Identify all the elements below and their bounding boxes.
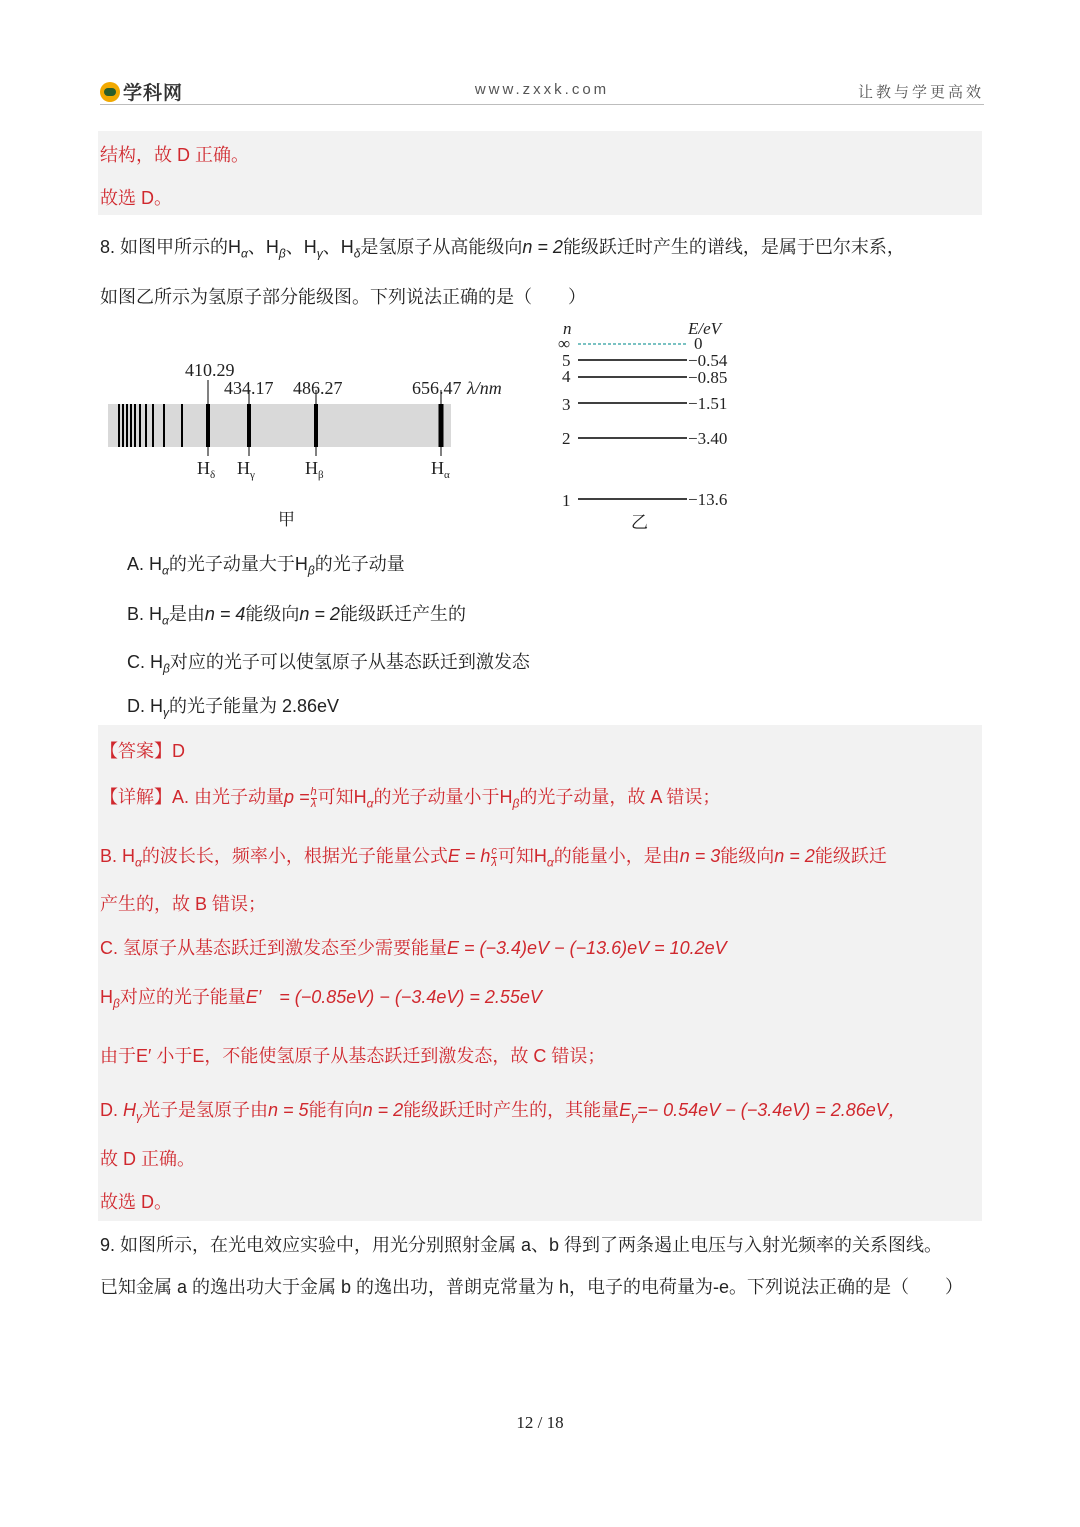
q8-stem-line-2: 如图乙所示为氢原子部分能级图。下列说法正确的是（ ） [100,287,586,307]
spectrum-band [108,404,451,447]
level-e-5: −0.54 [688,351,728,370]
level-e-4: −0.85 [688,368,728,387]
prev-answer-line-2: 故选 D。 [100,188,172,208]
logo-text: 学科网 [123,83,184,104]
detail-d-line-1: D. $H_\gamma$光子是氢原子由n = 5能有向n = 2能级跃迁时产生的，其能量$E_\gamma=- 0.54eV - (-3.4eV) = 2.86eV$， [100,1100,906,1124]
wavelength-434: 434.17 [224,378,274,398]
label-h-delta: $H_\delta$ [197,458,216,481]
detail-c-line-2: $H_\beta$对应的光子能量E′ = (−0.85eV) − (−3.4eV) = 2.55eV [100,987,542,1011]
wavelength-410: 410.29 [185,360,235,380]
level-e-3: −1.51 [688,394,728,413]
option-c[interactable]: C. $H_\beta$对应的光子可以使氢原子从基态跃迁到激发态 [127,652,530,676]
label-h-beta: $H_\beta$ [305,458,324,481]
wavelength-486: 486.27 [293,378,343,398]
level-n-5: 5 [562,351,571,370]
n-axis-label: n [563,319,572,338]
level-n-inf: ∞ [558,334,571,353]
axis-unit: λ/nm [467,378,502,398]
caption-yi: 乙 [631,513,648,533]
detail-c-line-1: C. 氢原子从基态跃迁到激发态至少需要能量E = (−3.4)eV − (−13.6)eV = 10.2eV [100,938,727,958]
option-a[interactable]: A. $H_\alpha$的光子动量大于$H_\beta$的光子动量 [127,554,405,578]
detail-c-line-3: 由于E′ 小于E，不能使氢原子从基态跃迁到激发态，故 C 错误； [100,1046,606,1066]
e-axis-label: E/eV [688,319,722,338]
detail-b-line-2: 产生的，故 B 错误； [100,894,267,914]
slogan: 让教与学更高效 [857,84,984,101]
level-e-inf: 0 [694,334,703,353]
energy-level-diagram [558,319,728,533]
option-d[interactable]: D. $H_\gamma$的光子能量为 2.86eV [127,696,340,720]
label-h-gamma: $H_\gamma$ [237,458,255,481]
prev-answer-line-1: 结构，故 D 正确。 [100,145,250,165]
site-url: www.zxxk.com [474,81,610,98]
detail-a: 【详解】A. 由光子动量p = $\frac{h}{\lambda}$ 可知$H_\alpha$的光子动量小于$H_\beta$的光子动量，故 A 错误； [100,785,721,811]
level-n-3: 3 [562,395,571,414]
level-n-1: 1 [562,491,571,510]
detail-b-line-1: B. $H_\alpha$的波长长，频率小，根据光子能量公式E = h $\frac{c}{\lambda}$ 可知$H_\alpha$的能量小，是由n = 3能级向n = 2能级跃迁 [100,844,887,870]
spectrum-and-levels-diagram [100,318,780,538]
q9-stem-line-2: 已知金属 a 的逸出功大于金属 b 的逸出功，普朗克常量为 h，电子的电荷量为-e。下列说法正确的是（ ） [100,1277,964,1297]
caption-jia: 甲 [278,510,295,530]
answer-label: 【答案】D [100,741,185,761]
detail-d-line-3: 故选 D。 [100,1192,172,1212]
level-e-1: −13.6 [688,490,728,509]
detail-d-line-2: 故 D 正确。 [100,1149,196,1169]
level-n-4: 4 [562,367,571,386]
level-n-2: 2 [562,429,571,448]
q8-stem-line-1: 8. 如图甲所示的$H_\alpha$、$H_\beta$、$H_\gamma$、$H_\delta$是氢原子从高能级向n = 2能级跃迁时产生的谱线，是属于巴尔末系， [100,237,905,261]
q8-figure [100,318,780,538]
level-e-2: −3.40 [688,429,728,448]
label-h-alpha: $H_\alpha$ [431,458,450,481]
page-number: 12 / 18 [516,1413,564,1432]
option-b[interactable]: B. $H_\alpha$是由n = 4能级向n = 2能级跃迁产生的 [127,604,466,628]
page-header [100,76,984,105]
q9-stem-line-1: 9. 如图所示，在光电效应实验中，用光分别照射金属 a、b 得到了两条遏止电压与入射光频率的关系图线。 [100,1235,943,1255]
wavelength-656: 656.47 [412,378,462,398]
